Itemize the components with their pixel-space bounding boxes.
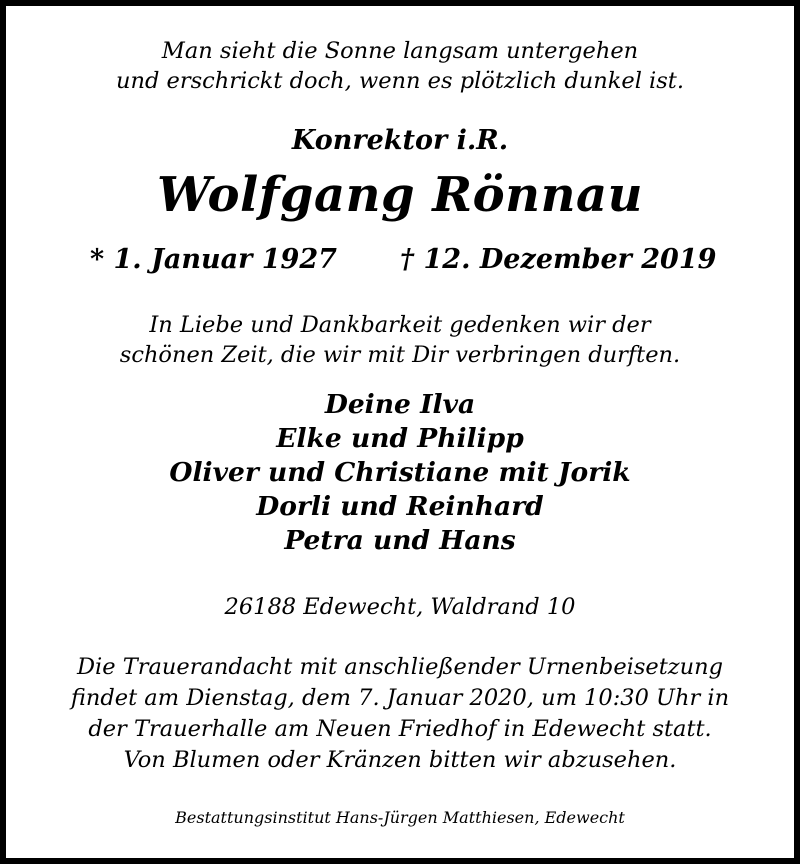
service-line: Von Blumen oder Kränzen bitten wir abzusehen.	[123, 747, 677, 773]
funeral-home-credit: Bestattungsinstitut Hans-Jürgen Matthiesen, Edewecht	[175, 808, 625, 827]
deceased-title: Konrektor i.R.	[291, 125, 509, 156]
deceased-name: Wolfgang Rönnau	[157, 167, 643, 223]
mourner-entry: Oliver und Christiane mit Jorik	[169, 457, 631, 488]
mourner-entry: Petra und Hans	[284, 525, 516, 556]
mourner-entry: Deine Ilva	[324, 389, 476, 420]
gratitude-line: In Liebe und Dankbarkeit gedenken wir der	[149, 312, 651, 338]
life-dates	[6, 242, 794, 278]
service-announcement	[6, 652, 794, 776]
gratitude-line: schönen Zeit, die wir mit Dir verbringen durften.	[119, 342, 681, 368]
mourner-entry: Elke und Philipp	[276, 423, 524, 454]
verse-line: und erschrickt doch, wenn es plötzlich dunkel ist.	[116, 68, 684, 94]
mourner-entry: Dorli und Reinhard	[256, 491, 544, 522]
service-line: der Trauerhalle am Neuen Friedhof in Edewecht statt.	[88, 716, 712, 742]
service-line: findet am Dienstag, dem 7. Januar 2020, um 10:30 Uhr in	[70, 685, 730, 711]
gratitude-text	[6, 310, 794, 370]
verse-line: Man sieht die Sonne langsam untergehen	[161, 38, 639, 64]
birth-date: * 1. Januar 1927	[90, 244, 337, 275]
death-date: † 12. Dezember 2019	[400, 244, 717, 275]
opening-verse	[6, 36, 794, 96]
mourners-list	[6, 388, 794, 558]
family-address: 26188 Edewecht, Waldrand 10	[224, 594, 576, 620]
service-line: Die Trauerandacht mit anschließender Urnenbeisetzung	[77, 654, 723, 680]
